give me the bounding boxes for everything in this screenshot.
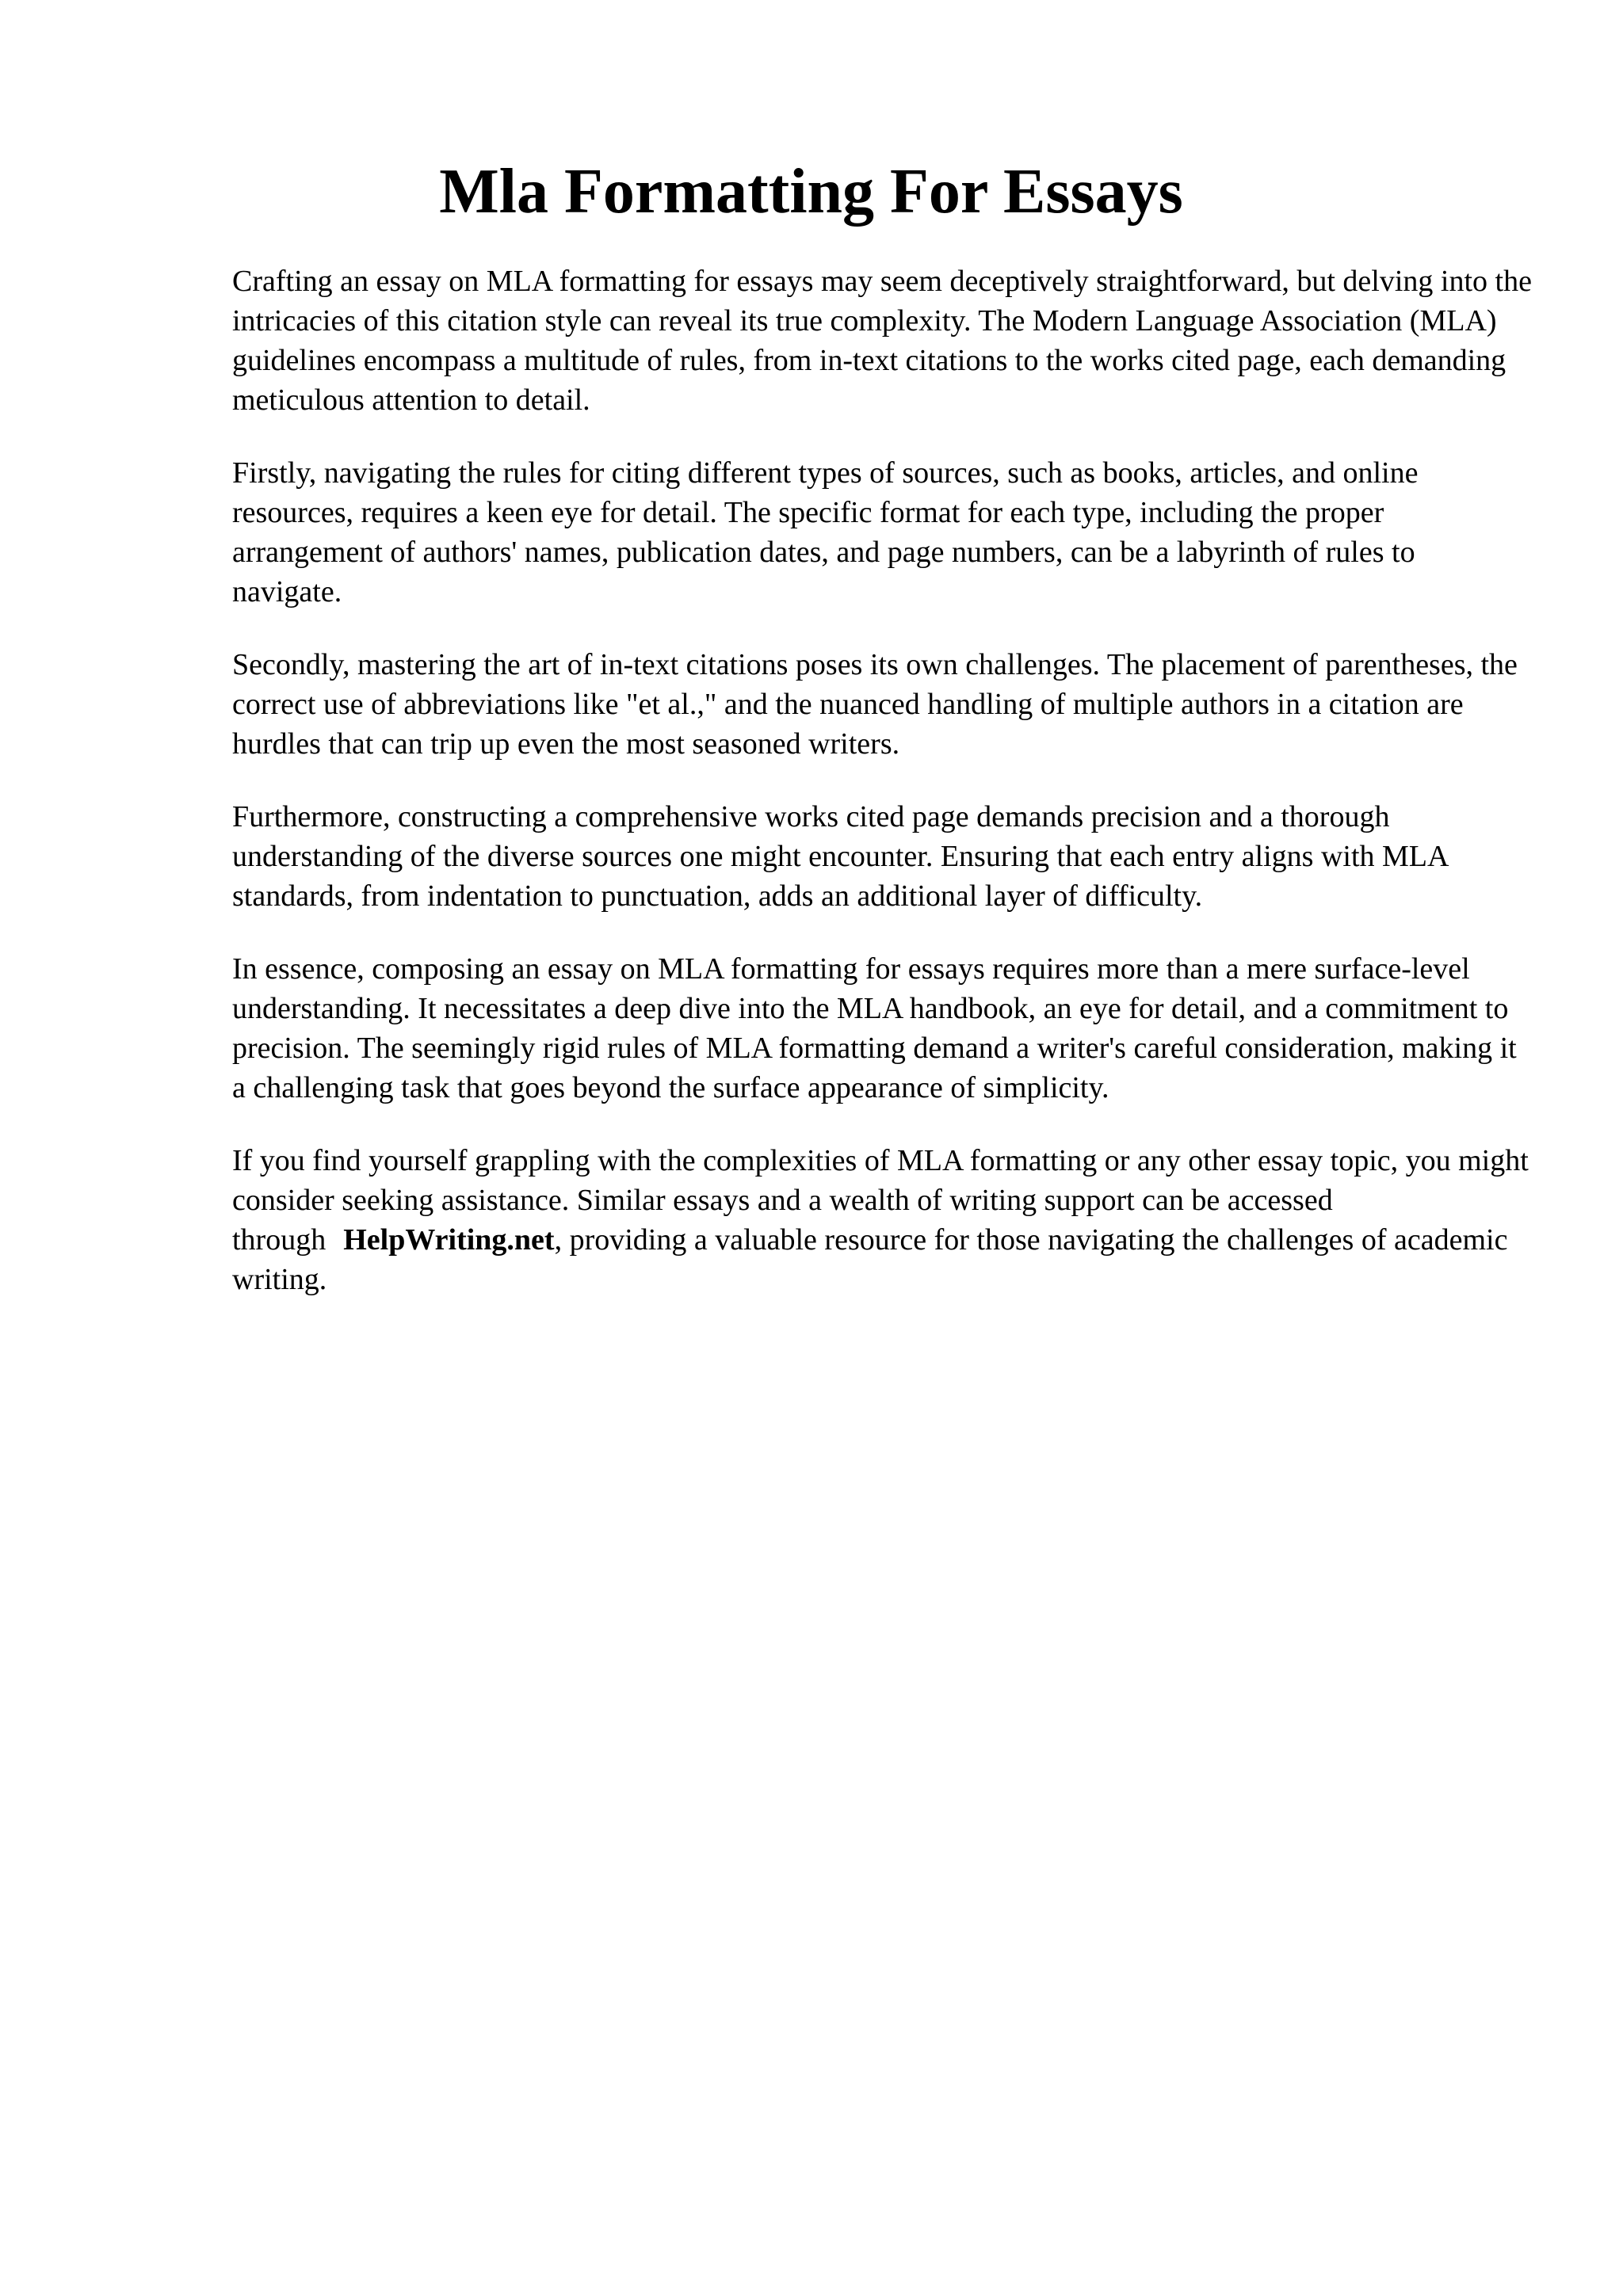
helpwriting-link[interactable]: HelpWriting.net — [343, 1223, 555, 1257]
paragraph-sources: Firstly, navigating the rules for citing different types of sources, such as books, articles, and online resources, requires a keen eye for detail. The specific format for each type, including the proper arrangement of authors' names, publication dates, and page numbers, can be a labyrinth of rules to navigate. — [232, 456, 1419, 608]
essay-body — [232, 261, 1532, 1333]
paragraph-essence: In essence, composing an essay on MLA formatting for essays requires more than a mere surface-level understanding. It necessitates a deep dive into the MLA handbook, an eye for detail, and a commitment to precision. The seemingly rigid rules of MLA formatting demand a writer's careful consideration, making it a challenging task that goes beyond the surface appearance of simplicity. — [232, 952, 1517, 1104]
closing-text-before: If you find yourself grappling with the complexities of MLA formatting or any other essay topic, you might consider seeking assistance. Similar essays and a wealth of writing support can be accessed through — [232, 1144, 1529, 1257]
paragraph-in-text-citations: Secondly, mastering the art of in-text citations poses its own challenges. The placement of parentheses, the correct use of abbreviations like "et al.," and the nuanced handling of multiple authors in a citation are hurdles that can trip up even the most seasoned writers. — [232, 648, 1518, 761]
paragraph-intro: Crafting an essay on MLA formatting for essays may seem deceptively straightforward, but delving into the intricacies of this citation style can reveal its true complexity. The Modern Language Association (MLA) guidelines encompass a multitude of rules, from in-text citations to the works cited page, each demanding meticulous attention to detail. — [232, 265, 1532, 417]
paragraph-works-cited: Furthermore, constructing a comprehensive works cited page demands precision and a thorough understanding of the diverse sources one might encounter. Ensuring that each entry aligns with MLA standards, from indentation to punctuation, adds an additional layer of difficulty. — [232, 800, 1448, 913]
paragraph-closing — [232, 1141, 1532, 1299]
closing-text-after: , providing a valuable resource for those navigating the challenges of academic writing. — [232, 1223, 1508, 1296]
page-title: Mla Formatting For Essays — [439, 157, 1183, 227]
